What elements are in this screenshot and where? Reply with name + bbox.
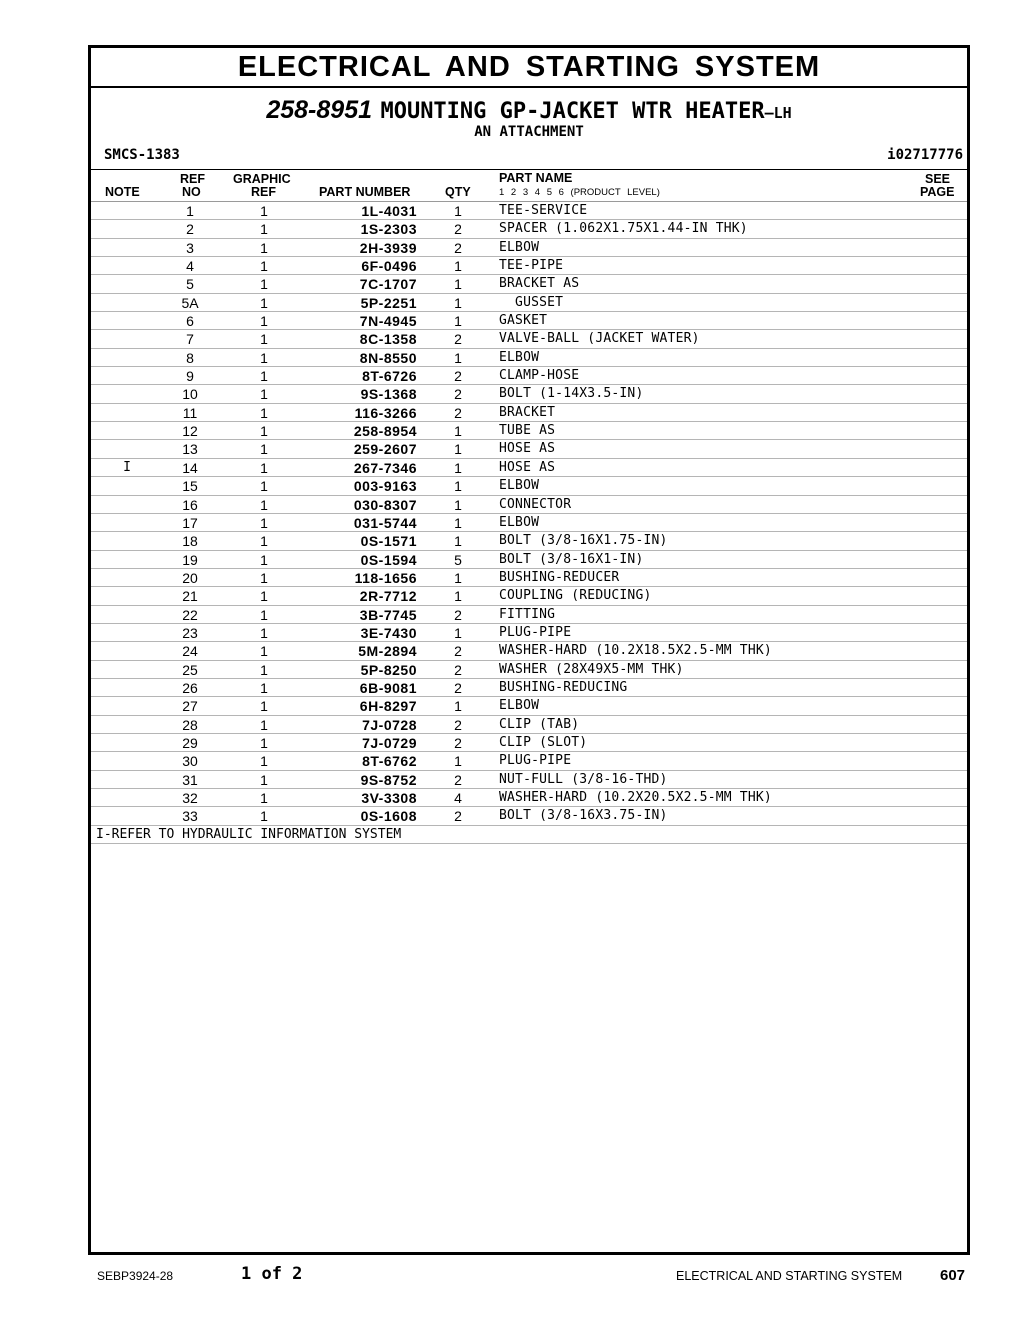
table-row	[91, 624, 967, 642]
graphic-ref: 1	[260, 588, 268, 605]
table-row	[91, 239, 967, 257]
quantity: 2	[454, 606, 462, 623]
quantity: 2	[454, 808, 462, 825]
graphic-ref: 1	[260, 331, 268, 348]
part-name: CLAMP-HOSE	[499, 368, 580, 384]
part-name: BOLT (1-14X3.5-IN)	[499, 386, 644, 402]
col-ref-header-top: REF	[180, 172, 205, 186]
part-name: BOLT (3/8-16X3.75-IN)	[499, 808, 668, 824]
quantity: 1	[454, 203, 462, 219]
part-number: 9S-8752	[360, 771, 417, 788]
table-row	[91, 404, 967, 422]
part-name: ELBOW	[499, 478, 540, 494]
group-suffix: —LH	[764, 104, 792, 122]
quantity: 2	[454, 239, 462, 256]
ref-number: 33	[182, 808, 198, 825]
quantity: 4	[454, 790, 462, 806]
graphic-ref: 1	[260, 423, 268, 440]
part-number: 8N-8550	[359, 349, 417, 366]
graphic-ref: 1	[260, 349, 268, 366]
part-number: 7N-4945	[359, 313, 417, 330]
graphic-ref: 1	[260, 679, 268, 696]
quantity: 2	[454, 771, 462, 788]
part-name: HOSE AS	[499, 459, 556, 475]
part-name: PLUG-PIPE	[499, 624, 572, 640]
graphic-ref: 1	[260, 221, 268, 238]
part-number: 9S-1368	[360, 386, 417, 403]
part-number: 5P-2251	[360, 294, 417, 311]
graphic-ref: 1	[260, 569, 268, 586]
col-qty-header: QTY	[445, 185, 471, 199]
group-title	[91, 97, 967, 123]
footer-page-of: 1 of 2	[241, 1264, 303, 1284]
ref-number: 12	[182, 423, 198, 440]
table-row	[91, 257, 967, 275]
table-row	[91, 367, 967, 385]
part-number: 3E-7430	[360, 624, 417, 641]
table-row	[91, 514, 967, 532]
ref-number: 20	[182, 569, 198, 586]
part-number: 259-2607	[353, 441, 417, 458]
part-number: 6B-9081	[359, 679, 417, 696]
ref-number: 5A	[181, 294, 199, 311]
table-row	[91, 385, 967, 403]
part-number: 7C-1707	[359, 276, 417, 293]
part-name: VALVE-BALL (JACKET WATER)	[499, 331, 700, 347]
part-number: 6H-8297	[359, 698, 417, 715]
part-name: BRACKET	[499, 404, 556, 420]
quantity: 1	[454, 294, 462, 311]
ref-number: 19	[182, 551, 198, 568]
parts-table	[91, 202, 967, 826]
part-number: 3V-3308	[361, 790, 417, 806]
col-note-header: NOTE	[105, 185, 140, 199]
ref-number: 23	[182, 624, 198, 641]
group-name: MOUNTING GP-JACKET WTR HEATER	[380, 99, 765, 124]
ref-number: 26	[182, 679, 198, 696]
graphic-ref: 1	[260, 368, 268, 385]
graphic-ref: 1	[260, 294, 268, 311]
graphic-ref: 1	[260, 734, 268, 751]
ref-number: 31	[182, 771, 198, 788]
part-name: WASHER-HARD (10.2X18.5X2.5-MM THK)	[499, 643, 772, 659]
col-graphic-header-bottom: REF	[251, 185, 276, 199]
table-row	[91, 569, 967, 587]
part-number: 7J-0729	[362, 734, 417, 751]
table-row	[91, 642, 967, 660]
ref-number: 15	[182, 478, 198, 495]
graphic-ref: 1	[260, 478, 268, 495]
part-name: CLIP (TAB)	[499, 716, 580, 732]
part-name: PLUG-PIPE	[499, 753, 572, 769]
quantity: 2	[454, 404, 462, 421]
part-name: BOLT (3/8-16X1.75-IN)	[499, 533, 668, 549]
quantity: 1	[454, 753, 462, 770]
table-row	[91, 697, 967, 715]
table-row	[91, 789, 967, 807]
ref-number: 6	[186, 313, 194, 330]
quantity: 1	[454, 349, 462, 366]
part-name: BUSHING-REDUCING	[499, 679, 628, 695]
quantity: 2	[454, 734, 462, 751]
part-number: 5P-8250	[360, 661, 417, 678]
graphic-ref: 1	[260, 716, 268, 733]
quantity: 1	[454, 258, 462, 275]
table-row	[91, 661, 967, 679]
ref-number: 32	[182, 790, 198, 806]
ref-number: 16	[182, 496, 198, 513]
table-row	[91, 587, 967, 605]
table-row	[91, 771, 967, 789]
ref-number: 30	[182, 753, 198, 770]
table-row	[91, 716, 967, 734]
smcs-row	[91, 141, 967, 170]
quantity: 1	[454, 478, 462, 495]
quantity: 2	[454, 386, 462, 403]
quantity: 1	[454, 698, 462, 715]
part-name: GASKET	[499, 313, 548, 329]
footer-section: ELECTRICAL AND STARTING SYSTEM	[676, 1269, 903, 1283]
quantity: 1	[454, 533, 462, 550]
part-name: WASHER (28X49X5-MM THK)	[499, 661, 684, 677]
col-see-header-top: SEE	[925, 172, 951, 186]
graphic-ref: 1	[260, 661, 268, 678]
quantity: 1	[454, 313, 462, 330]
table-row	[91, 752, 967, 770]
ref-number: 21	[182, 588, 198, 605]
ref-number: 10	[182, 386, 198, 403]
part-name: NUT-FULL (3/8-16-THD)	[499, 771, 668, 787]
graphic-ref: 1	[260, 459, 268, 476]
part-number: 0S-1608	[360, 808, 417, 825]
system-title: ELECTRICAL AND STARTING SYSTEM	[91, 48, 967, 88]
graphic-ref: 1	[260, 404, 268, 421]
table-header	[91, 170, 967, 202]
part-number: 258-8954	[353, 423, 417, 440]
quantity: 2	[454, 331, 462, 348]
table-row	[91, 477, 967, 495]
ref-number: 24	[182, 643, 198, 660]
group-subtitle: AN ATTACHMENT	[474, 124, 584, 140]
part-number: 8T-6762	[362, 753, 417, 770]
table-row	[91, 440, 967, 458]
quantity: 2	[454, 368, 462, 385]
part-number: 030-8307	[353, 496, 417, 513]
part-name: CLIP (SLOT)	[499, 734, 588, 750]
ref-number: 14	[182, 459, 198, 476]
ref-number: 11	[182, 404, 198, 421]
part-number: 6F-0496	[361, 258, 417, 275]
part-number: 267-7346	[353, 459, 417, 476]
col-part-name-header: PART NAME	[499, 171, 573, 185]
table-row	[91, 202, 967, 220]
table-row	[91, 312, 967, 330]
ref-number: 27	[182, 698, 198, 715]
part-name: ELBOW	[499, 514, 540, 530]
table-row	[91, 275, 967, 293]
ref-number: 9	[186, 368, 194, 385]
part-name: TUBE AS	[499, 423, 556, 439]
quantity: 1	[454, 588, 462, 605]
part-name: ELBOW	[499, 239, 540, 255]
graphic-ref: 1	[260, 808, 268, 825]
quantity: 1	[454, 569, 462, 586]
graphic-ref: 1	[260, 790, 268, 806]
table-row	[91, 551, 967, 569]
ref-number: 25	[182, 661, 198, 678]
part-number: 0S-1594	[360, 551, 417, 568]
graphic-ref: 1	[260, 496, 268, 513]
part-number: 5M-2894	[358, 643, 417, 660]
graphic-ref: 1	[260, 441, 268, 458]
table-row	[91, 459, 967, 477]
part-number: 003-9163	[353, 478, 417, 495]
col-ref-header-bottom: NO	[182, 185, 201, 199]
part-number: 0S-1571	[360, 533, 417, 550]
quantity: 2	[454, 221, 462, 238]
footnote: I-REFER TO HYDRAULIC INFORMATION SYSTEM	[91, 826, 967, 844]
graphic-ref: 1	[260, 753, 268, 770]
part-name: TEE-PIPE	[499, 258, 564, 274]
quantity: 1	[454, 496, 462, 513]
ref-number: 28	[182, 716, 198, 733]
graphic-ref: 1	[260, 606, 268, 623]
part-number: 3B-7745	[359, 606, 417, 623]
table-row	[91, 294, 967, 312]
part-name: COUPLING (REDUCING)	[499, 588, 652, 604]
part-name: BRACKET AS	[499, 276, 580, 292]
page-footer	[0, 1264, 1020, 1288]
part-number: 7J-0728	[362, 716, 417, 733]
col-part-number-header: PART NUMBER	[319, 185, 411, 199]
ref-number: 4	[186, 258, 194, 275]
group-part-number: 258-8951	[266, 96, 372, 124]
part-number: 031-5744	[353, 514, 417, 531]
graphic-ref: 1	[260, 386, 268, 403]
table-row	[91, 330, 967, 348]
quantity: 2	[454, 643, 462, 660]
part-name: ELBOW	[499, 698, 540, 714]
graphic-ref: 1	[260, 624, 268, 641]
quantity: 2	[454, 661, 462, 678]
graphic-ref: 1	[260, 258, 268, 275]
part-name: SPACER (1.062X1.75X1.44-IN THK)	[499, 221, 748, 237]
ref-number: 18	[182, 533, 198, 550]
ref-number: 7	[186, 331, 194, 348]
table-row	[91, 734, 967, 752]
page-frame	[88, 45, 970, 1255]
part-number: 116-3266	[354, 404, 417, 421]
part-name: BOLT (3/8-16X1-IN)	[499, 551, 644, 567]
ref-number: 3	[186, 239, 194, 256]
ref-number: 17	[182, 514, 198, 531]
footer-doc-id: SEBP3924-28	[97, 1269, 174, 1283]
part-name: HOSE AS	[499, 441, 556, 457]
part-name: BUSHING-REDUCER	[499, 569, 620, 585]
part-name: GUSSET	[499, 294, 564, 310]
graphic-ref: 1	[260, 698, 268, 715]
part-name: CONNECTOR	[499, 496, 572, 512]
quantity: 1	[454, 459, 462, 476]
part-name: FITTING	[499, 606, 556, 622]
col-see-header-bottom: PAGE	[920, 185, 955, 199]
smcs-code: SMCS-1383	[104, 147, 180, 163]
graphic-ref: 1	[260, 514, 268, 531]
table-row	[91, 807, 967, 825]
ref-number: 22	[182, 606, 198, 623]
part-number: 2R-7712	[359, 588, 417, 605]
part-number: 1S-2303	[360, 221, 417, 238]
table-row	[91, 606, 967, 624]
quantity: 2	[454, 679, 462, 696]
table-row	[91, 220, 967, 238]
part-name: WASHER-HARD (10.2X20.5X2.5-MM THK)	[499, 790, 772, 805]
graphic-ref: 1	[260, 203, 268, 219]
quantity: 1	[454, 276, 462, 293]
footer-page-number: 607	[940, 1267, 966, 1284]
table-row	[91, 422, 967, 440]
part-number: 8T-6726	[362, 368, 417, 385]
table-row	[91, 532, 967, 550]
illustration-id: i02717776	[887, 147, 963, 163]
graphic-ref: 1	[260, 771, 268, 788]
product-level-label: 1 2 3 4 5 6 (PRODUCT LEVEL)	[499, 187, 660, 198]
part-number: 2H-3939	[359, 239, 417, 256]
graphic-ref: 1	[260, 313, 268, 330]
ref-number: 2	[186, 221, 194, 238]
part-name: ELBOW	[499, 349, 540, 365]
quantity: 5	[454, 551, 462, 568]
graphic-ref: 1	[260, 551, 268, 568]
table-row	[91, 679, 967, 697]
graphic-ref: 1	[260, 239, 268, 256]
graphic-ref: 1	[260, 276, 268, 293]
part-number: 8C-1358	[359, 331, 417, 348]
quantity: 1	[454, 441, 462, 458]
table-row	[91, 496, 967, 514]
part-number: 1L-4031	[361, 203, 417, 219]
quantity: 1	[454, 423, 462, 440]
quantity: 2	[454, 716, 462, 733]
ref-number: 29	[182, 734, 198, 751]
part-name: TEE-SERVICE	[499, 203, 588, 218]
col-graphic-header-top: GRAPHIC	[233, 172, 291, 186]
table-row	[91, 349, 967, 367]
part-note: I	[123, 459, 131, 475]
part-number: 118-1656	[354, 569, 417, 586]
ref-number: 5	[186, 276, 194, 293]
quantity: 1	[454, 624, 462, 641]
ref-number: 13	[182, 441, 198, 458]
graphic-ref: 1	[260, 643, 268, 660]
ref-number: 8	[186, 349, 194, 366]
graphic-ref: 1	[260, 533, 268, 550]
quantity: 1	[454, 514, 462, 531]
ref-number: 1	[186, 203, 194, 219]
